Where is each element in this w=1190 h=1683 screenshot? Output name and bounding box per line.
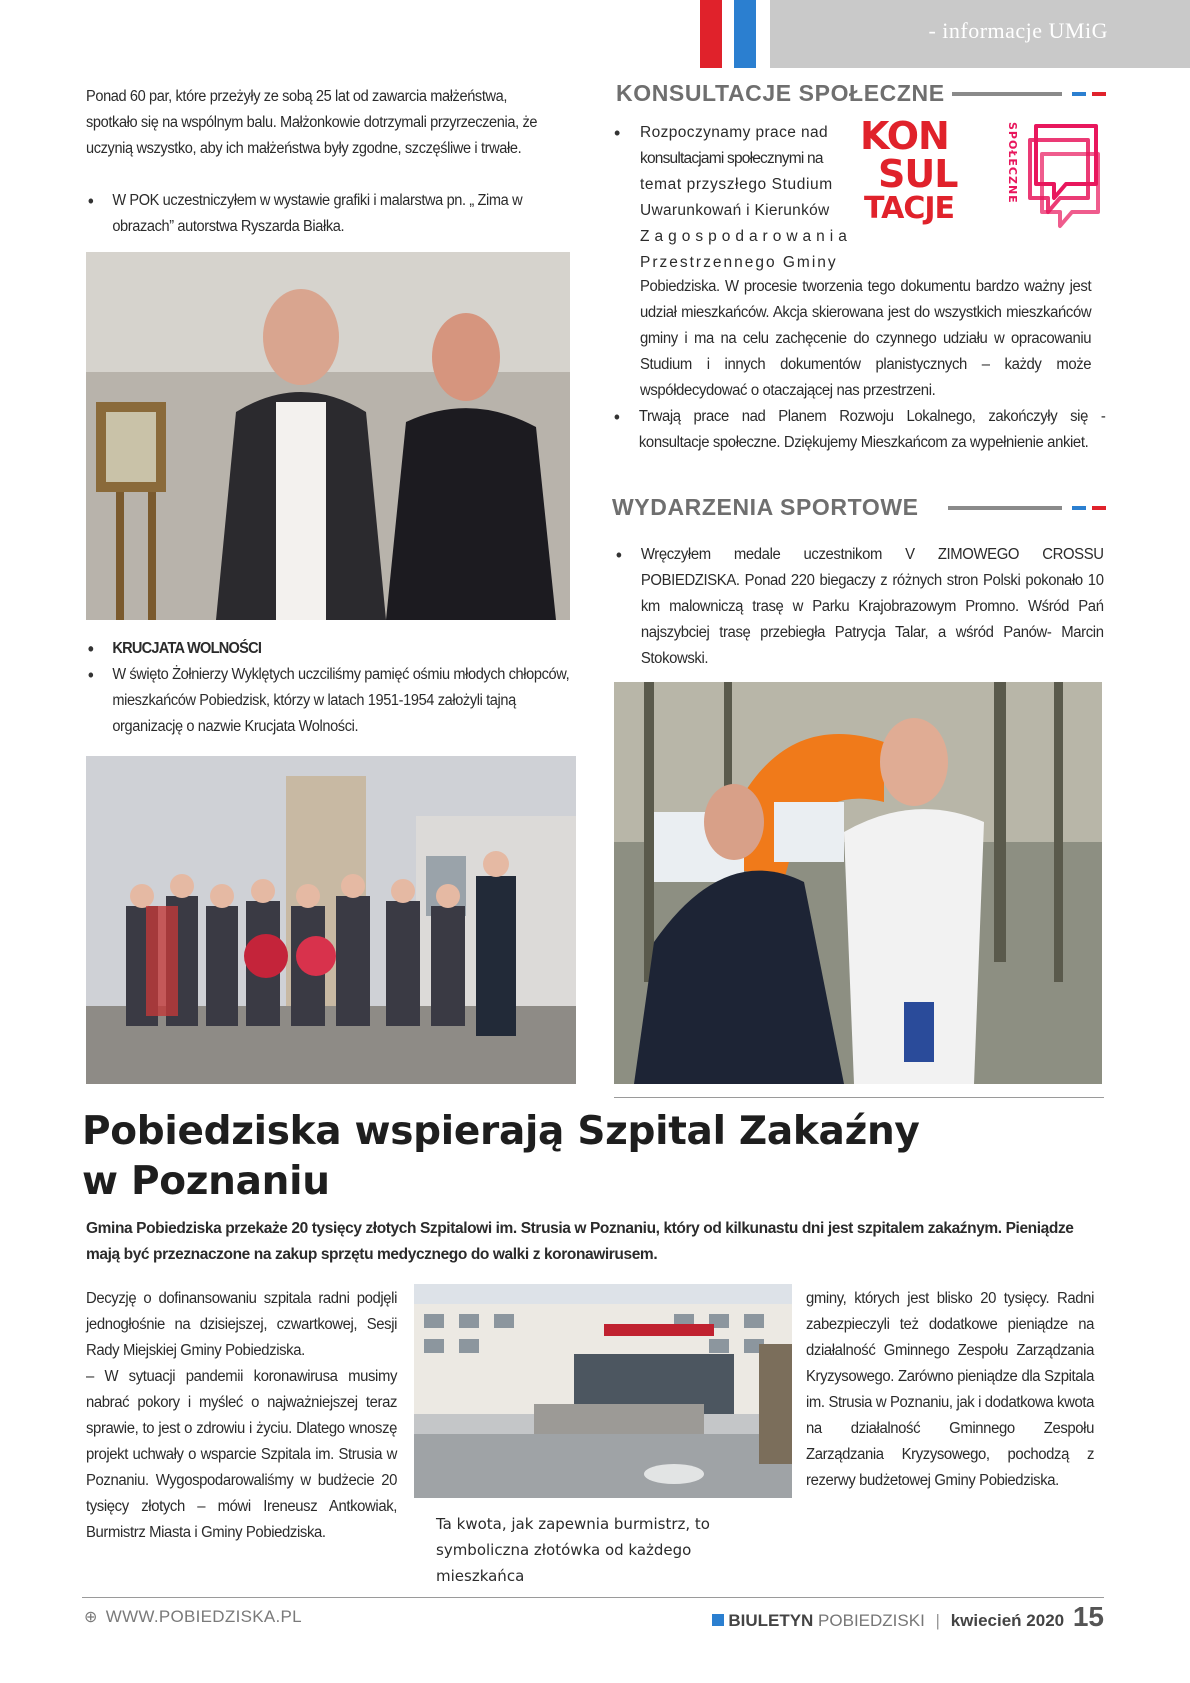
photo-icon [86,252,570,620]
footer-separator: | [935,1611,940,1630]
footer-rule [82,1597,1104,1598]
konsultacje-bullet-2 [612,404,1105,456]
konsultacje-tick-red [1092,92,1106,96]
sport-rule [948,506,1062,510]
footer-publication [712,1601,1104,1633]
header-blue-stripe [734,0,756,68]
header-red-stripe [700,0,722,68]
speech-bubbles-icon [1026,120,1102,232]
logo-vertical-text: SPOŁECZNE [1006,122,1019,204]
pub-bold: BIULETYN [728,1611,814,1630]
logo-line-kon: KON [860,114,949,158]
konsultacje-logo [856,116,1102,238]
page-number: 15 [1072,1601,1104,1632]
sport-title: WYDARZENIA SPORTOWE [612,494,919,520]
article-lead: Gmina Pobiedziska przekaże 20 tysięcy złotych Szpitalowi im. Strusia w Poznaniu, który od kilkunastu dni jest szpitalem zakaźnym. Pieniądze mają być przeznaczone na zakup sprzętu medycznego do walki z koronawirusem. [86,1220,1074,1263]
hospital-photo [414,1284,792,1498]
exhibition-bullet [86,188,575,240]
hospital-caption: Ta kwota, jak zapewnia burmistrz, to symboliczna złotówka od każdego mieszkańca [436,1515,710,1585]
photo-icon [86,756,576,1084]
konsultacje-bullet-narrow [612,120,862,276]
krucjata-bullets [86,636,575,740]
article-col1: Decyzję o dofinansowaniu szpitala radni podjęli jednogłośnie na dzisiejszej, czwartkowej, Sesji Rady Miejskiej Gminy Pobiedziska. – W sytuacji pandemii koronawirusa musimy nabrać pokory i myśleć o najważniejszej teraz sprawie, to jest o zdrowiu i życiu. Dlatego wnoszę projekt uchwały o wsparcie Szpitala im. Strusia w Poznaniu. Wygospodarowaliśmy w budżecie 20 tysięcy złotych – mówi Ireneusz Antkowiak, Burmistrz Miasta i Gminy Pobiedziska. [86,1290,398,1541]
photo-icon [414,1284,792,1498]
list-item: • Wręczyłem medale uczestnikom V ZIMOWEGO CROSSU POBIEDZISKA. Ponad 220 biegaczy z różnych stron Polski pokonało 10 km malowniczą trasę w Parku Krajobrazowym Promno. Wśród Pań najszybciej trasę przebiegła Patrycja Talar, a wśród Panów- Marcin Stokowski. [614,542,1104,672]
konsultacje-tick-blue [1072,92,1086,96]
list-item: • Rozpoczynamy prace nad konsultacjami społecznymi na temat przyszłego Studium Uwarunkowań i Kierunków Zagospodarowania Przestrzennego Gminy [612,120,862,276]
logo-line-sul: SUL [878,152,958,196]
article-headline: Pobiedziska wspierają Szpital Zakaźny w Poznaniu [82,1109,920,1204]
issue-date: kwiecień 2020 [950,1611,1065,1630]
sport-bullet [614,542,1104,672]
logo-line-tacje: TACJE [864,191,955,226]
list-item: • W POK uczestniczyłem w wystawie grafiki i malarstwa pn. „ Zima w obrazach” autorstwa Ryszarda Białka. [86,188,575,240]
article-col3: gminy, których jest blisko 20 tysięcy. Radni zabezpieczyli też dodatkowe pieniądze na działalność Gminnego Zespołu Zarządzania Kryzysowego. Zarówno pieniądze dla Szpitala im. Strusia w Poznaniu, jak i dodatkowa kwota na działalność Gminnego Zespołu Zarządzania Kryzysowego, pochodzą z rezerwy budżetowej Gminy Pobiedziska. [806,1290,1094,1489]
blue-square-icon [712,1614,724,1626]
konsultacje-rule [952,92,1062,96]
pub-regular: POBIEDZISKI [818,1611,925,1630]
globe-icon: ⊕ [84,1609,98,1626]
exhibition-photo [86,252,570,620]
section-label: - informacje UMiG [928,18,1108,43]
sport-tick-red [1092,506,1106,510]
konsultacje-bullet-rest: Pobiedziska. W procesie tworzenia tego dokumentu bardzo ważny jest udział mieszkańców. Akcja skierowana jest do wszystkich mieszkańców gminy i ma na celu zachęcenie do czynnego udziału w opracowaniu Studium i innych dokumentów planistycznych – każdy może współdecydować o otaczającej nas przestrzeni. [640,278,1092,399]
list-item: • Trwają prace nad Planem Rozwoju Lokalnego, zakończyły się - konsultacje społeczne. Dziękujemy Mieszkańcom za wypełnienie ankiet. [612,404,1105,456]
footer-website[interactable]: ⊕ WWW.POBIEDZISKA.PL [84,1607,302,1626]
intro-paragraph [86,84,551,162]
sport-tick-blue [1072,506,1086,510]
intro-text: Ponad 60 par, które przeżyły ze sobą 25 lat od zawarcia małżeństwa, spotkało się na wspólnym balu. Małżonkowie dotrzymali przyrzeczenia, że uczynią wszystko, aby ich małżeństwa były zgodne, szczęśliwe i trwałe. [86,88,538,157]
konsultacje-title: KONSULTACJE SPOŁECZNE [616,80,945,106]
list-item: • W święto Żołnierzy Wyklętych uczciliśmy pamięć ośmiu młodych chłopców, mieszkańców Pobiedzisk, którzy w latach 1951-1954 założyli tajną organizację o nazwie Krucjata Wolności. [86,662,575,740]
article-divider [614,1097,1104,1098]
list-item: • KRUCJATA WOLNOŚCI [86,636,575,662]
header-bar [770,0,1190,68]
runner-photo [614,682,1102,1084]
memorial-photo [86,756,576,1084]
photo-icon [614,682,1102,1084]
